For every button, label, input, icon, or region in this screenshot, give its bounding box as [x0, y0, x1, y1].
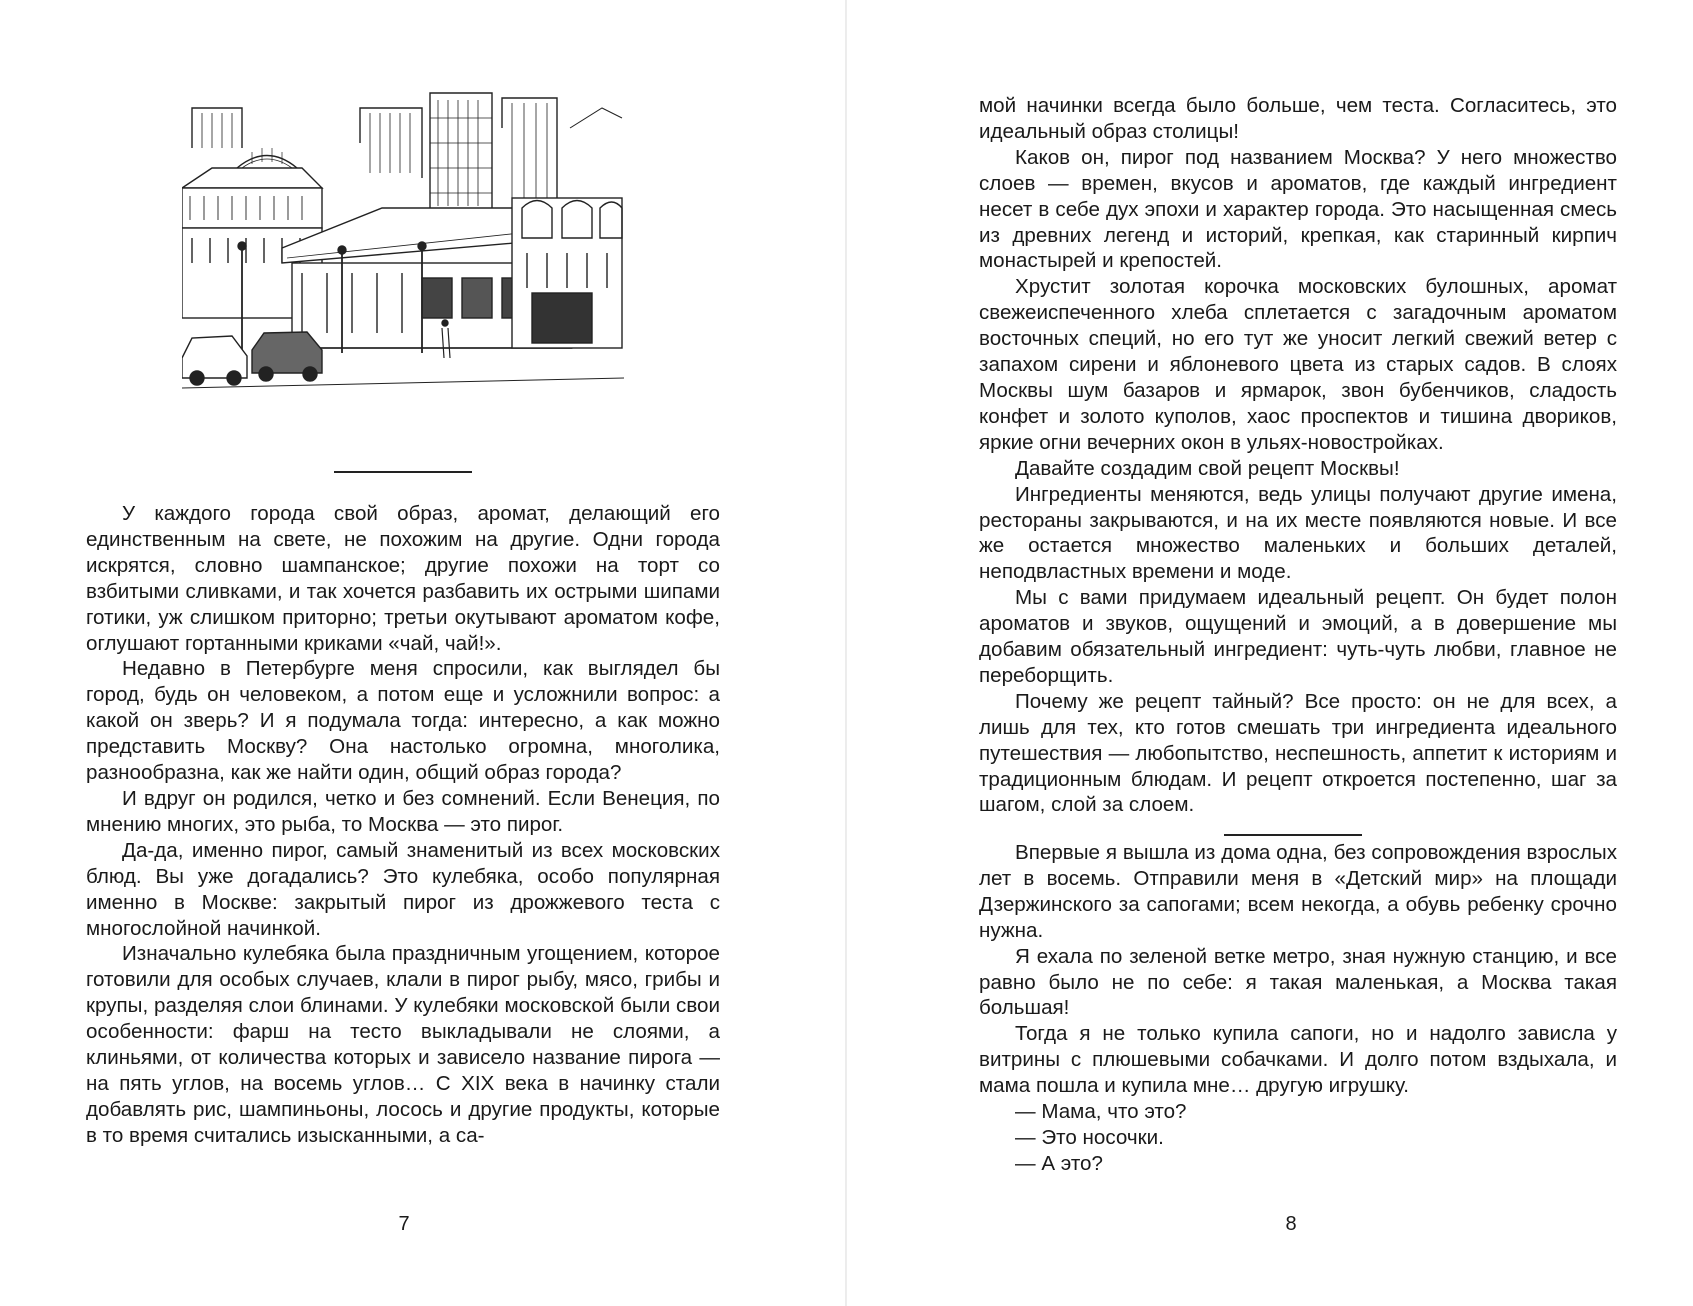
paragraph: Да-да, именно пирог, самый знаменитый из всех московских блюд. Вы уже догадались? Это кулебяка, особо популярная именно в Москве: закрытый пирог из дрожжевого теста с многослойной начинкой.: [86, 838, 720, 940]
paragraph: Почему же рецепт тайный? Все просто: он не для всех, а лишь для тех, кто готов смешать три ингредиента идеального путешествия — любопытство, неспешность, аппетит к историям и традиционным блюдам. И рецепт откроется постепенно, шаг за шагом, слой за слоем.: [979, 689, 1617, 817]
left-body-text: [86, 501, 720, 1149]
section-divider: [1224, 834, 1362, 836]
paragraph: И вдруг он родился, четко и без сомнений. Если Венеция, по мнению многих, это рыба, то Москва — это пирог.: [86, 786, 720, 836]
paragraph: мой начинки всегда было больше, чем теста. Согласитесь, это идеальный образ столицы!: [979, 94, 1617, 143]
paragraph: Хрустит золотая корочка московских булошных, аромат свежеиспеченного хлеба сплетается с загадочным ароматом восточных специй, но его тут же уносит легкий свежий ветер с запахом сирени и яблоневого цвета из старых садов. В слоях Москвы шум базаров и ярмарок, звон бубенчиков, сладость конфет и золото куполов, хаос проспектов и тишина двориков, яркие огни вечерних окон в ульях-новостройках.: [979, 275, 1617, 454]
page-number: 8: [1285, 1213, 1297, 1235]
right-body-text-section2: [979, 840, 1617, 1177]
paragraph: Ингредиенты меняются, ведь улицы получают другие имена, рестораны закрываются, и на их месте появляются новые. И все же остается множество маленьких и больших деталей, неподвластных времени и моде.: [979, 482, 1617, 584]
moscow-street-illustration: [182, 88, 624, 398]
paragraph: Каков он, пирог под названием Москва? У него множество слоев — времен, вкусов и ароматов, где каждый ингредиент несет в себе дух эпохи и характер города. Это насыщенная смесь из древних легенд и историй, крепкая, как старинный кирпич монастырей и крепостей.: [979, 145, 1617, 273]
paragraph: Я ехала по зеленой ветке метро, зная нужную станцию, и все равно было не по себе: я такая маленькая, а Москва такая большая!: [979, 944, 1617, 1020]
dialogue-line: — А это?: [1015, 1151, 1103, 1175]
dialogue-line: — Мама, что это?: [1015, 1100, 1187, 1124]
paragraph: Давайте создадим свой рецепт Москвы!: [1015, 456, 1400, 480]
paragraph: Мы с вами придумаем идеальный рецепт. Он будет полон ароматов и звуков, ощущений и эмоций, а в довершение мы добавим обязательный ингредиент: чуть-чуть любви, главное не переборщить.: [979, 586, 1617, 687]
paragraph: Недавно в Петербурге меня спросили, как выглядел бы город, будь он человеком, а потом еще и усложнили вопрос: а какой он зверь? И я подумала тогда: интересно, а как можно представить Москву? Она настолько огромна, многолика, разнообразна, как же найти один, общий образ города?: [86, 657, 720, 785]
section-divider: [334, 471, 472, 473]
paragraph: Тогда я не только купила сапоги, но и надолго зависла у витрины с плюшевыми собачками. И долго потом вздыхала, и мама пошла и купила мне… другую игрушку.: [979, 1022, 1617, 1098]
page-number: 7: [398, 1213, 410, 1235]
left-page: [0, 0, 846, 1306]
right-body-text-section1: [979, 93, 1617, 818]
right-page: [847, 0, 1693, 1306]
paragraph: Впервые я вышла из дома одна, без сопровождения взрослых лет в восемь. Отправили меня в «Детский мир» на площади Дзержинского за сапогами; всем некогда, а обувь ребенку срочно нужна.: [979, 841, 1617, 942]
dialogue-line: — Это носочки.: [1015, 1125, 1164, 1149]
paragraph: У каждого города свой образ, аромат, делающий его единственным на свете, не похожим на другие. Одни города искрятся, словно шампанское; другие похожи на торт со взбитыми сливками, и так хочется разбавить их острыми шипами готики, уж слишком приторно; третьи окутывают ароматом кофе, оглушают гортанными криками «чай, чай!».: [86, 502, 720, 655]
paragraph: Изначально кулебяка была праздничным угощением, которое готовили для особых случаев, клали в пирог рыбу, мясо, грибы и крупы, разделяя слои блинами. У кулебяки московской были свои особенности: фарш на тесто выкладывали не слоями, а клиньями, от количества которых и зависело название пирога — на пять углов, на восемь углов… С XIX века в начинку стали добавлять рис, шампиньоны, лосось и другие продукты, которые в то время считались изысканными, а са-: [86, 942, 720, 1147]
